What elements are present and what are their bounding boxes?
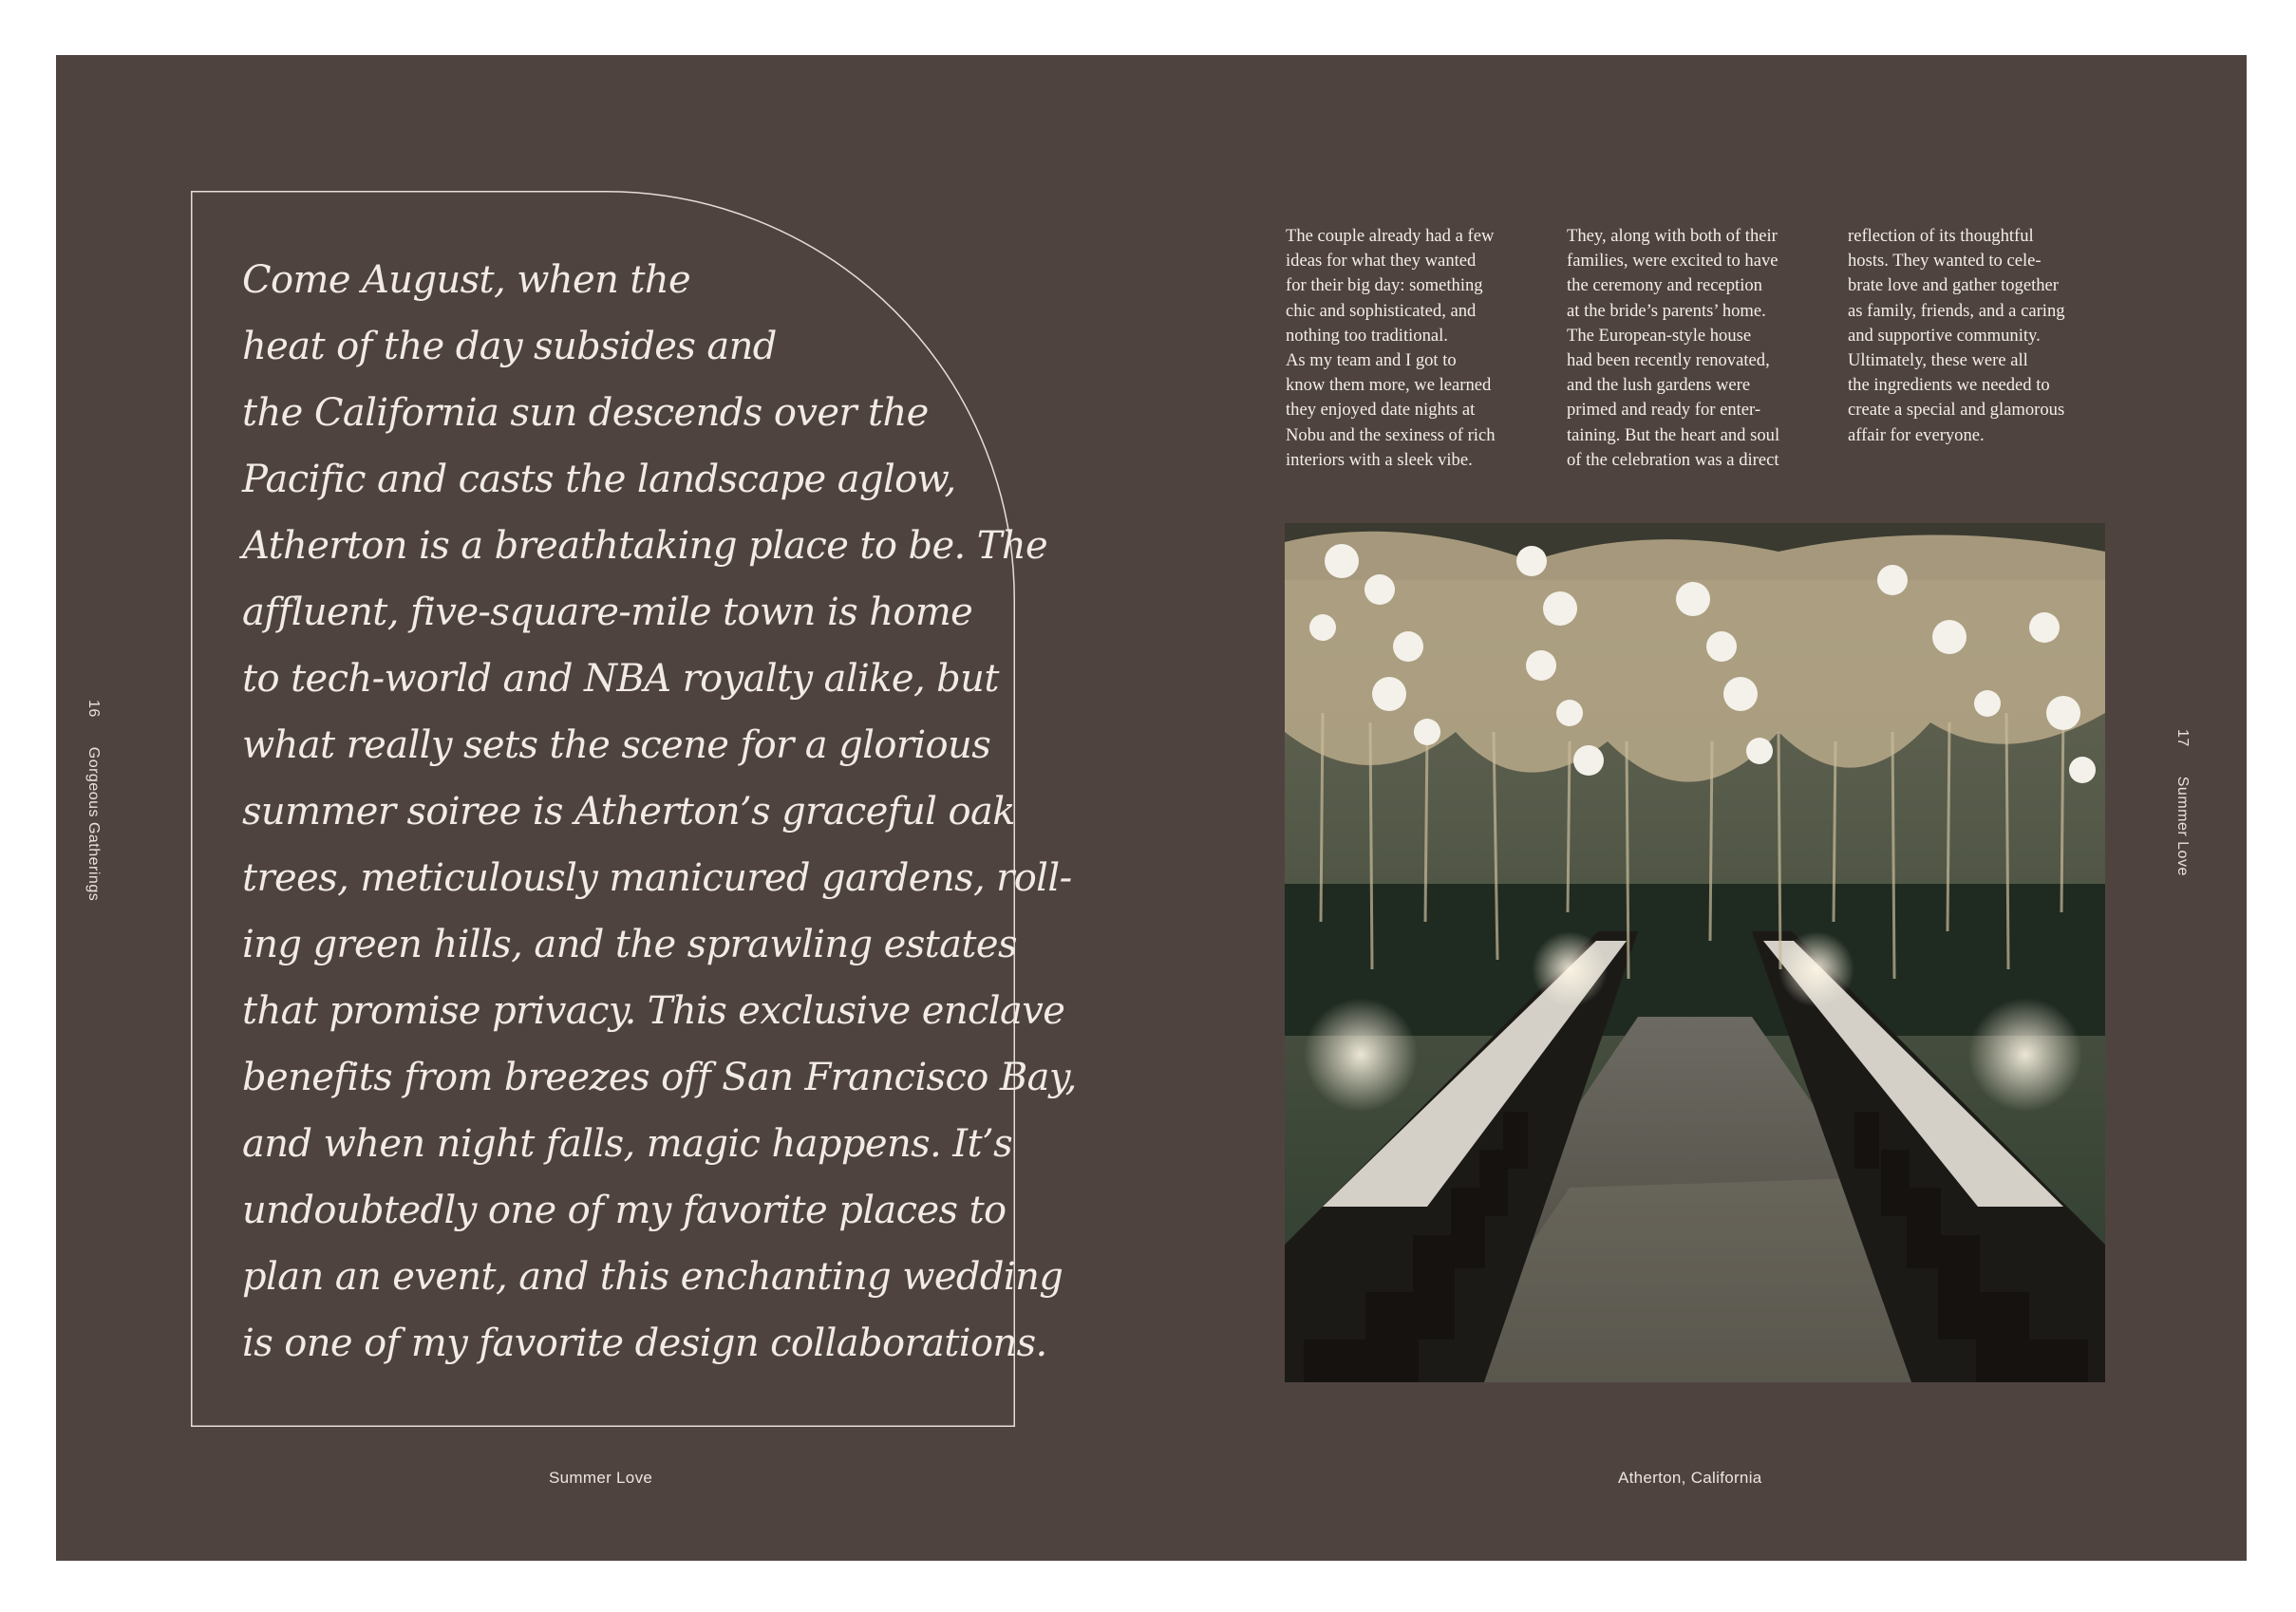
- footer-right: Atherton, California: [1618, 1469, 1762, 1487]
- text-line: brate love and gather together: [1848, 275, 2059, 296]
- quote-line: Come August, when the: [242, 258, 691, 302]
- quote-line: Pacific and casts the landscape aglow,: [242, 458, 956, 501]
- text-line: had been recently renovated,: [1567, 350, 1770, 371]
- page-number-right: 17: [2174, 729, 2191, 747]
- text-line: and supportive community.: [1848, 325, 2041, 346]
- text-line: and the lush gardens were: [1567, 375, 1751, 396]
- text-line: taining. But the heart and soul: [1567, 424, 1780, 445]
- quote-line: plan an event, and this enchanting wedding: [242, 1255, 1063, 1299]
- text-line: reflection of its thoughtful: [1848, 226, 2034, 246]
- text-line: know them more, we learned: [1286, 375, 1492, 396]
- text-line: The European-style house: [1567, 325, 1752, 346]
- left-running-head: [85, 700, 102, 901]
- text-line: the ceremony and reception: [1567, 275, 1762, 296]
- text-line: they enjoyed date nights at: [1286, 400, 1476, 421]
- text-line: The couple already had a few: [1286, 226, 1495, 246]
- text-line: As my team and I got to: [1286, 350, 1457, 371]
- text-line: for their big day: something: [1286, 275, 1483, 296]
- wedding-reception-photo: [1285, 523, 2105, 1382]
- page-number-left: 16: [85, 700, 102, 718]
- text-line: families, were excited to have: [1567, 251, 1778, 272]
- quote-line: affluent, five-square-mile town is home: [242, 590, 973, 634]
- text-line: They, along with both of their: [1567, 226, 1778, 246]
- text-line: at the bride’s parents’ home.: [1567, 300, 1766, 321]
- quote-line: heat of the day subsides and: [242, 325, 777, 368]
- quote-line: is one of my favorite design collaborations.: [242, 1321, 1047, 1365]
- right-running-head: [2174, 729, 2191, 876]
- text-line: of the celebration was a direct: [1567, 449, 1779, 470]
- text-line: hosts. They wanted to cele-: [1848, 251, 2042, 272]
- text-line: affair for everyone.: [1848, 424, 1985, 445]
- section-title-left: Gorgeous Gatherings: [85, 746, 102, 902]
- text-line: as family, friends, and a caring: [1848, 300, 2065, 321]
- text-line: primed and ready for enter-: [1567, 400, 1761, 421]
- quote-line: that promise privacy. This exclusive enclave: [242, 989, 1065, 1033]
- text-line: ideas for what they wanted: [1286, 251, 1477, 272]
- text-line: Ultimately, these were all: [1848, 350, 2028, 371]
- quote-line: trees, meticulously manicured gardens, roll-: [242, 856, 1072, 900]
- quote-line: what really sets the scene for a glorious: [242, 723, 991, 767]
- text-line: the ingredients we needed to: [1848, 375, 2050, 396]
- quote-line: ing green hills, and the sprawling estates: [242, 923, 1017, 966]
- text-line: interiors with a sleek vibe.: [1286, 449, 1473, 470]
- body-text-columns: [1286, 224, 2112, 471]
- footer-left: Summer Love: [549, 1469, 653, 1487]
- text-line: create a special and glamorous: [1848, 400, 2065, 421]
- quote-line: undoubtedly one of my favorite places to: [242, 1189, 1007, 1232]
- quote-line: the California sun descends over the: [242, 391, 929, 435]
- text-column-3: [1848, 224, 2118, 448]
- pull-quote: [242, 247, 1077, 1377]
- quote-line: summer soiree is Atherton’s graceful oak: [242, 790, 1015, 834]
- quote-line: and when night falls, magic happens. It’s: [242, 1122, 1013, 1166]
- text-column-1: [1286, 224, 1556, 473]
- text-line: chic and sophisticated, and: [1286, 300, 1477, 321]
- text-line: Nobu and the sexiness of rich: [1286, 424, 1496, 445]
- quote-line: Atherton is a breathtaking place to be. The: [242, 524, 1048, 568]
- section-title-right: Summer Love: [2174, 776, 2191, 876]
- quote-line: benefits from breezes off San Francisco Bay,: [242, 1056, 1077, 1099]
- quote-line: to tech-world and NBA royalty alike, but: [242, 657, 999, 701]
- text-line: nothing too traditional.: [1286, 325, 1448, 346]
- text-column-2: [1567, 224, 1837, 473]
